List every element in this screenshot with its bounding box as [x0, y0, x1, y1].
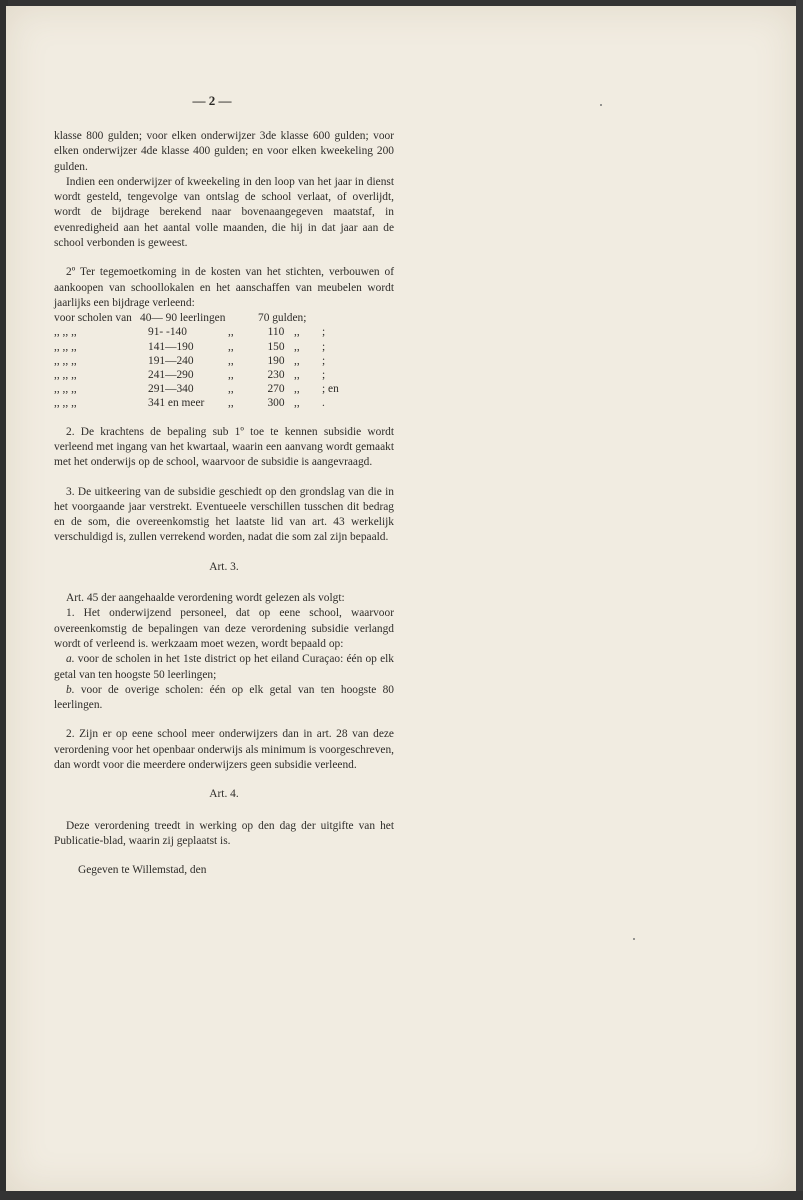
- paragraph-building-subsidy: 2º Ter tegemoetkoming in de kosten van het stichten, verbouwen of aankoopen van schoollokalen en het aanschaffen van meubelen wordt jaarlijks een bijdrage verleend:: [54, 266, 394, 309]
- table-row: ,, ,, ,, 141—190 ,, 150 ,, ;: [54, 340, 326, 353]
- paragraph-effective-date: Deze verordening treedt in werking op den dag der uitgifte van het Publicatie-blad, waarin zij geplaatst is.: [54, 819, 394, 847]
- table-row: ,, ,, ,, 91- -140 ,, 110 ,, ;: [54, 326, 326, 339]
- table-row: ,, ,, ,, 241—290 ,, 230 ,, ;: [54, 369, 326, 382]
- paragraph-art45: Art. 45 der aangehaalde verordening wordt gelezen als volgt:: [66, 592, 345, 605]
- paragraph-extra-teachers: 2. Zijn er op eene school meer onderwijzers dan in art. 28 van deze verordening voor het openbaar onderwijs als minimum is voorgeschreven, dan wordt voor die meerdere onderwijzers geen subsidie verleend.: [54, 728, 394, 772]
- paper-speck: [633, 938, 635, 940]
- paragraph-subsidy-start: 2. De krachtens de bepaling sub 1º toe te kennen subsidie wordt verleend met ingang van het kwartaal, waarin een aanvang wordt gemaakt met het onderwijs op de school, waarvoor de subsidie is aangevraagd.: [54, 425, 394, 469]
- closing-line: Gegeven te Willemstad, den: [78, 864, 207, 877]
- item-a-text: voor de scholen in het 1ste district op het eiland Curaçao: één op elk getal van ten hoogste 50 leerlingen;: [54, 653, 394, 681]
- table-row: ,, ,, ,, 191—240 ,, 190 ,, ;: [54, 354, 326, 367]
- paper-speck: [600, 104, 602, 106]
- page-number: — 2 —: [192, 93, 232, 108]
- paragraph-subsidy-payment: 3. De uitkeering van de subsidie geschiedt op den grondslag van die in het voorgaande jaar verstrekt. Eventueele verschillen tusschen dit bedrag en de som, die overeenkomstig het laatste lid van art. 43 werkelijk verschuldigd is, zullen verrekend worden, nadat die som zal zijn bepaald.: [54, 485, 394, 544]
- list-item-a: [54, 652, 394, 683]
- scan-edge-bottom: [0, 1191, 803, 1200]
- table-row: ,, ,, ,, 291—340 ,, 270 ,, ; en: [54, 383, 339, 396]
- item-b-label: b.: [66, 683, 75, 696]
- paragraph-salaries: klasse 800 gulden; voor elken onderwijzer 3de klasse 600 gulden; voor elken onderwijzer 4de klasse 400 gulden; en voor elken kweekeling 200 gulden.: [54, 130, 394, 173]
- subsidy-scale-table: [54, 311, 362, 410]
- item-a-label: a.: [66, 653, 75, 666]
- article-4-heading: Art. 4.: [209, 788, 239, 801]
- paragraph-staffing: 1. Het onderwijzend personeel, dat op eene school, waarvoor overeenkomstig de bepalingen van deze verordening subsidie verlangd wordt of verleend is. werkzaam moet wezen, wordt bepaald op:: [54, 607, 394, 650]
- paragraph-proration: Indien een onderwijzer of kweekeling in den loop van het jaar in dienst wordt gesteld, tengevolge van ontslag de school verlaat, of overlijdt, wordt de bijdrage berekend naar bovenaangegeven maatstaf, in evenredigheid aan het aantal volle maanden, die hij in dat jaar aan de school verbonden is geweest.: [54, 175, 394, 250]
- table-row: voor scholen van 40— 90 leerlingen 70 gulden;: [54, 312, 307, 325]
- table-row: ,, ,, ,, 341 en meer ,, 300 ,, .: [54, 397, 325, 410]
- article-3-heading: Art. 3.: [209, 560, 239, 573]
- scan-edge-right: [796, 0, 803, 1200]
- list-item-b: [54, 683, 394, 714]
- document-body: [54, 95, 394, 879]
- item-b-text: voor de overige scholen: één op elk getal van ten hoogste 80 leerlingen.: [54, 683, 394, 712]
